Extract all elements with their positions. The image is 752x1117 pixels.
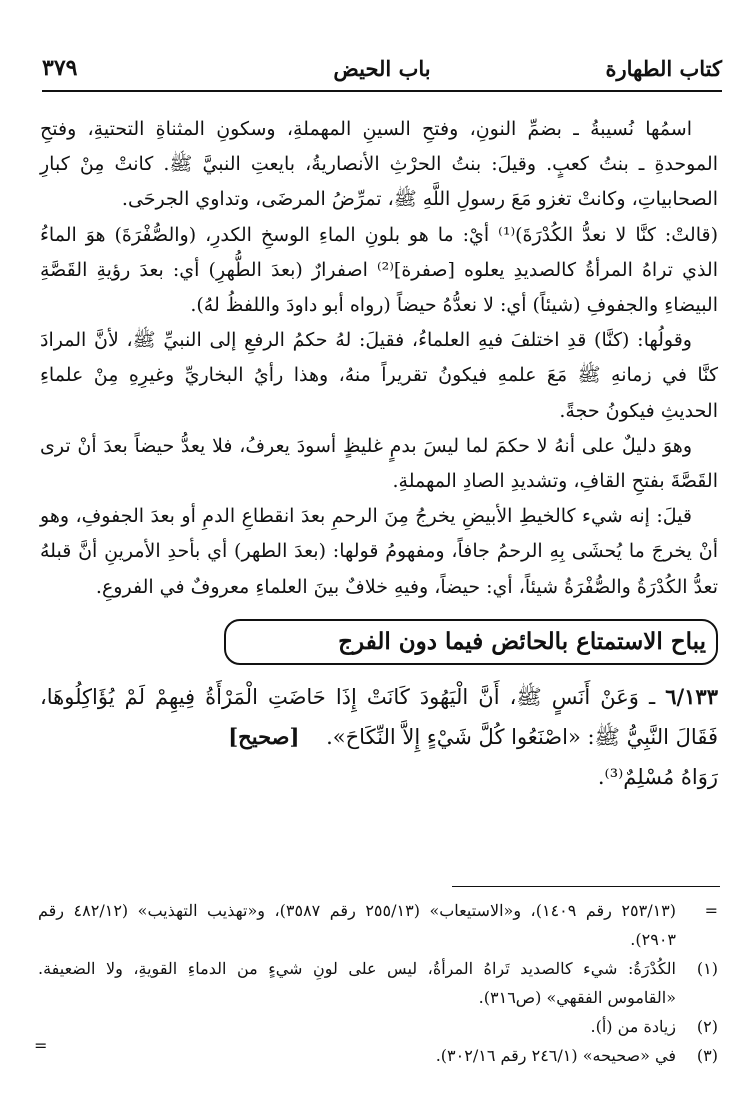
header-divider	[42, 90, 722, 92]
paragraph: اسمُها نُسيبةُ ـ بضمِّ النونِ، وفتحِ السينِ المهملةِ، وسكونِ المثناةِ التحتيةِ، وفتحِ الموحدةِ ـ بنتُ كعبٍ. وقيلَ: بنتُ الحرْثِ الأنصاريةُ، بايعتِ النبيَّ ﷺ. كانتْ مِنْ كبارِ الصحابياتِ، وكانتْ تغزو مَعَ رسولِ اللَّهِ ﷺ، تمرِّضُ المرضَى، وتداوي الجرحَى.	[40, 118, 718, 211]
hadith-grade: [صحيح]	[228, 723, 300, 749]
hadith-text: ـ وَعَنْ أَنَسٍ ﷺ، أَنَّ الْيَهُودَ كَانَتْ إِذَا حَاضَتِ الْمَرْأَةُ فِيهِمْ لَمْ يُؤَاكِلُوهَا، فَقَالَ النَّبِيُّ ﷺ: «اصْنَعُوا كُلَّ شَيْءٍ إِلاَّ النِّكَاحَ».	[40, 684, 718, 749]
section-title: يباح الاستمتاع بالحائض فيما دون الفرج	[224, 619, 718, 665]
footnote	[38, 1041, 718, 1070]
page-header	[42, 46, 722, 90]
footnote	[38, 896, 718, 954]
footnote	[38, 954, 718, 1012]
footnote-mark: =	[704, 901, 718, 920]
paragraph: وقولُها: (كنَّا) قدِ اختلفَ فيهِ العلماءُ، فقيلَ: لهُ حكمُ الرفعِ إلى النبيِّ ﷺ، لأنَّ المرادَ كنَّا في زمانهِ ﷺ مَعَ علمهِ فيكونُ تقريراً منهُ، وهذا رأيُ البخاريِّ وغيرِهِ مِنْ علماءِ الحديثِ فيكونُ حجةً.	[40, 329, 718, 422]
page-number: ٣٧٩	[42, 55, 78, 81]
paragraph: (قالتْ: كنَّا لا نعدُّ الكُدْرَةَ)⁽¹⁾ أيْ: ما هو بلونِ الماءِ الوسخِ الكدرِ، (والصُّفْرَةَ) هوَ الماءُ الذي تراهُ المرأةُ كالصديدِ يعلوه [صفرة]⁽²⁾ اصفرارٌ (بعدَ الطُّهرِ) أي: بعدَ رؤيةِ القَصَّةِ البيضاءِ والجفوفِ (شيئاً) أي: لا نعدُّهُ حيضاً (رواه أبو داودَ واللفظُ لهُ).	[40, 223, 718, 317]
footnote-text: الكُدْرَةُ: شيء كالصديد تَراهُ المرأةُ، ليس على لونِ شيءٍ من الدماءِ القويةِ، ولا الضعيفة. «القاموس الفقهي» (ص٣١٦).	[38, 959, 676, 1007]
chapter-title: باب الحيض	[333, 55, 431, 81]
paragraph: وهوَ دليلٌ على أنهُ لا حكمَ لما ليسَ بدمٍ غليظٍ أسودَ يعرفُ، فلا يعدُّ حيضاً بعدَ أنْ ترى القَصَّةَ بفتحِ القافِ، وتشديدِ الصادِ المهملةِ.	[40, 434, 718, 493]
footnote-divider	[452, 886, 720, 887]
footnotes	[38, 896, 718, 1070]
main-text	[40, 112, 718, 797]
footnote-mark: (١)	[696, 959, 718, 978]
hadith-number: ٦/١٣٣	[665, 683, 718, 709]
footnote-text: (٢٥٣/١٣ رقم ١٤٠٩)، و«الاستيعاب» (٢٥٥/١٣ رقم ٣٥٨٧)، و«تهذيب التهذيب» (٤٨٢/١٢ رقم ٢٩٠٣).	[38, 901, 677, 949]
footnote-mark: (٢)	[696, 1017, 718, 1036]
margin-mark: =	[34, 1036, 48, 1055]
paragraph: قيلَ: إنه شيء كالخيطِ الأبيضِ يخرجُ مِنَ الرحمِ بعدَ انقطاعِ الدمِ أو بعدَ الجفوفِ، وهو أنْ يخرجَ ما يُحشَى بِهِ الرحمُ جافاً، ومفهومُ قولها: (بعدَ الطهر) أي بأحدِ الأمرينِ أنَّ قبلهُ تعدُّ الكُدْرَةُ والصُّفْرَةُ شيئاً، أي: حيضاً، وفيهِ خلافٌ بينَ العلماءِ معروفٌ في الفروعِ.	[40, 505, 718, 598]
footnote-text: زيادة من (أ).	[590, 1017, 676, 1036]
footnote-mark: (٣)	[696, 1046, 718, 1065]
footnote	[38, 1012, 718, 1041]
book-title: كتاب الطهارة	[605, 55, 722, 81]
footnote-text: في «صحيحه» (٢٤٦/١ رقم ٣٠٢/١٦).	[435, 1046, 676, 1065]
hadith-source: رَوَاهُ مُسْلِمٌ⁽³⁾.	[597, 764, 718, 789]
hadith	[40, 677, 718, 797]
